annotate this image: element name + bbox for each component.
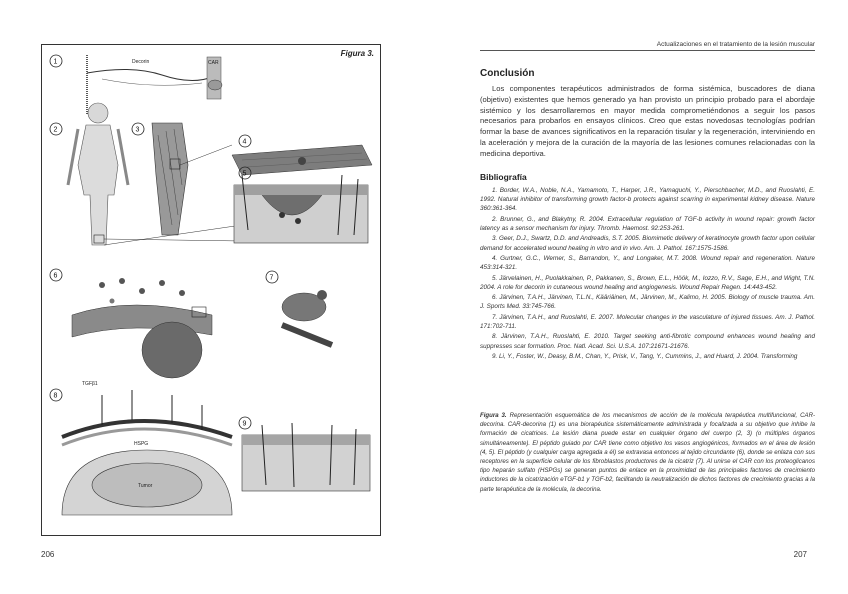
panel-8-cell-receptors <box>50 381 232 515</box>
caption-text: Representación esquemática de los mecanismos de acción de la molécula terapéutica multifuncional, CAR-decorina. CAR-decorina (1) es una biorapéutica sistemáticamente administrada y focalizada a su objetivo que inhibe la formación de cicatrices. La lesión diana puede estar en cualquier órgano del cuerpo (2, 3) (o múltiples órganos simultáneamente). El péptido guiado por CAR tiene como objetivo los vasos angiogénicos, formados en el área de lesión (4, 5). El péptido (y cualquier carga agregada a él) se extravasa entonces al tejido circundante (6), donde se enlaza con sus receptores en la superficie celular de los fibroblastos productores de la cicatriz (7). Al unirse el CAR con los proteoglicanos tipo heparán sulfato (HSPGs) se generan puntos de enlace en la proximidad de las principales factores de crecimiento inductores de la cicatrización eTGF-b1 y TGF-b2, facilitando la neutralización de dichos factores de crecimiento gracias a la parte terapéutica de la molécula, la decorina. <box>480 412 815 493</box>
panel-number-9: 9 <box>242 420 247 428</box>
caption-label: Figura 3. <box>480 412 507 419</box>
panel-number-5: 5 <box>242 170 247 178</box>
panel-3-leg-muscle <box>104 123 242 245</box>
reference-item: 6. Järvinen, T.A.H., Järvinen, T.L.N., Kääriäinen, M., Järvinen, M., Kalimo, H. 2005. Biology of muscle trauma. Am. J. Sports Med. 33:745-766. <box>480 294 815 311</box>
figure-title: Figura 3. <box>340 49 374 58</box>
panel-number-1: 1 <box>53 58 58 66</box>
conclusion-paragraph: Los componentes terapéuticos administrados de forma sistémica, buscadores de diana (objetivo) existentes que hemos generado ya han provisto un principio probado para el abordaje sistémico y los desarrollaremos en mayor medida comprometiéndonos a seguir los pasos necesarios para probarlos en ensayos clínicos. Creo que estas novedosas tecnologías podrían formar la base de avances significativos en la reparación tisular y la regeneración, interviniendo en la aceleración y mejora de la curación de la mayoría de las lesiones comunes relacionadas con la medicina deportiva. <box>480 84 815 158</box>
reference-item: 9. Li, Y., Foster, W., Deasy, B.M., Chan, Y., Prisk, V., Tang, Y., Cummins, J., and Huard, J. 2004. Transforming <box>492 352 798 360</box>
panel-7-fibroblast <box>266 271 332 345</box>
right-page <box>424 0 848 594</box>
panel-1-decorin-molecule <box>50 55 222 115</box>
tgfb1-label: TGFβ1 <box>82 381 98 387</box>
panel-2-human-body <box>50 103 128 245</box>
decorin-label: Decorin <box>132 59 150 65</box>
panel-5-skin-wound <box>234 167 368 243</box>
reference-list <box>480 186 815 362</box>
panel-4-vessel-sheet <box>232 135 372 175</box>
car-label: CAR <box>208 60 219 66</box>
panel-9-healed-skin <box>239 417 370 491</box>
page-number-right: 207 <box>793 550 807 559</box>
running-head: Actualizaciones en el tratamiento de la lesión muscular <box>480 41 815 51</box>
panel-number-7: 7 <box>269 274 274 282</box>
figure-caption <box>480 411 815 494</box>
panel-number-6: 6 <box>53 272 58 280</box>
panel-number-2: 2 <box>53 126 58 134</box>
hspg-label: HSPG <box>134 441 149 447</box>
section-title-conclusion: Conclusión <box>480 68 535 79</box>
page-number-left: 206 <box>41 550 55 559</box>
reference-item: 1. Border, W.A., Noble, N.A., Yamamoto, T., Harper, J.R., Yamaguchi, Y., Pierschbacher, M.D., and Ruoslahti, E. 1992. Natural inhibitor of transforming growth factor-b protects against scarring in experimental kidney disease. Nature 360:361-364. <box>480 187 815 213</box>
bibliography-title: Bibliografía <box>480 172 527 182</box>
reference-item: 8. Järvinen, T.A.H., Ruoslahti, E. 2010. Target seeking anti-fibrotic compound enhances wound healing and suppresses scar formation. Proc. Natl. Acad. Sci. U.S.A. 107:21671-21676. <box>480 333 815 350</box>
reference-item: 5. Järvelainen, H., Puolakkainen, P., Pakkanen, S., Brown, E.L., Höök, M., Iozzo, R.V., Sage, E.H., and Wight, T.N. 2004. A role for decorin in cutaneous wound healing and angiogenesis. Wound Repair Regen. 14:443-452. <box>480 274 815 291</box>
reference-item: 2. Brunner, G., and Blakytny, R. 2004. Extracellular regulation of TGF-b activity in wound repair: growth factor latency as a sensor mechanism for injury. Thromb. Haemost. 92:253-261. <box>480 215 815 232</box>
reference-item: 4. Gurtner, G.C., Werner, S., Barrandon, Y., and Longaker, M.T. 2008. Wound repair and regeneration. Nature 453:314-321. <box>480 254 815 272</box>
reference-item: 7. Järvinen, T.A.H., and Ruoslahti, E. 2007. Molecular changes in the vasculature of injured tissues. Am. J. Pathol. 171:702-711. <box>480 313 815 330</box>
panel-6-extravasation <box>50 269 212 378</box>
panel-number-3: 3 <box>135 126 140 134</box>
panel-number-4: 4 <box>242 138 247 146</box>
figure-3-frame <box>41 44 381 536</box>
reference-item: 3. Geer, D.J., Swartz, D.D. and Andreadis, S.T. 2005. Biomimetic delivery of keratinocyte growth factor upon cellular demand for accelerated wound healing in vitro and in vivo. Am. J. Pathol. 167:1575-1586. <box>480 235 815 252</box>
tumor-label: Tumor <box>138 483 153 489</box>
panel-number-8: 8 <box>53 392 58 400</box>
figure-illustration <box>42 45 382 537</box>
